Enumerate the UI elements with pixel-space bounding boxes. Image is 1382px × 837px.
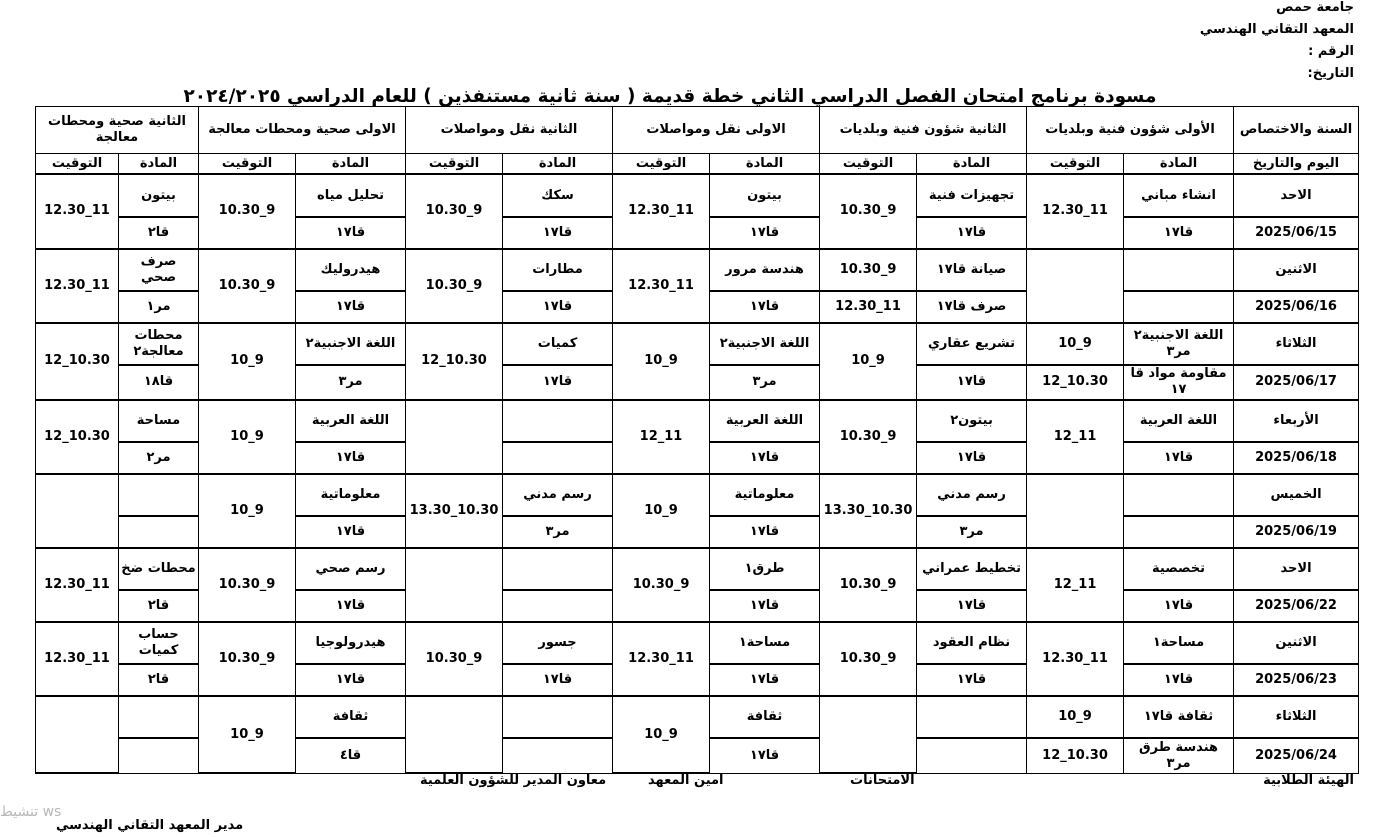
exam-subject: مساحة١: [1124, 622, 1234, 664]
exam-time: 11_12.30: [613, 249, 710, 323]
day-name: الاثنين: [1234, 622, 1359, 664]
exam-room: قا٢: [119, 590, 199, 622]
exam-time: 9_10.30: [820, 249, 917, 291]
exam-time: 9_10.30: [820, 548, 917, 622]
exam-room: [119, 738, 199, 773]
subject-header: المادة: [1124, 154, 1234, 175]
exam-time: 9_10.30: [406, 249, 503, 323]
day-date: 2025/06/24: [1234, 738, 1359, 773]
group-header: الثانية نقل ومواصلات: [406, 107, 613, 154]
exam-time: 11_12: [1027, 400, 1124, 474]
exam-room: قا١٧: [296, 664, 406, 696]
day-name: الثلاثاء: [1234, 696, 1359, 738]
exam-subject: تشريع عقاري: [917, 323, 1027, 365]
exam-time: [36, 696, 119, 773]
activation-watermark: تنشيط ws: [0, 804, 62, 820]
exam-room: قا١٧: [503, 664, 613, 696]
exam-subject: اللغة العربية: [1124, 400, 1234, 442]
exam-time: [36, 474, 119, 548]
exam-subject: مساحة١: [710, 622, 820, 664]
time-header: التوقيت: [36, 154, 119, 175]
exam-subject: اللغة العربية: [296, 400, 406, 442]
exam-room: قا١٧: [503, 217, 613, 249]
day-name: الخميس: [1234, 474, 1359, 516]
exam-room: قا١٧: [917, 664, 1027, 696]
day-name: الاحد: [1234, 174, 1359, 216]
exam-subject: سكك: [503, 174, 613, 216]
exam-room: قا١٧: [710, 217, 820, 249]
day-date: 2025/06/15: [1234, 217, 1359, 249]
exam-time: 9_10.30: [199, 548, 296, 622]
exam-room: [503, 442, 613, 474]
exam-time: 10.30_12: [406, 323, 503, 400]
exam-time: 9_10.30: [820, 174, 917, 248]
exam-room: قا٢: [119, 664, 199, 696]
exam-room: مر٣: [296, 365, 406, 400]
exam-room: مر١: [119, 291, 199, 323]
exam-time: 9_10: [820, 323, 917, 400]
exam-room: قا١٧: [710, 664, 820, 696]
exam-room: مر٢: [119, 442, 199, 474]
exam-time: 9_10.30: [820, 622, 917, 696]
exam-subject: تجهيزات فنية: [917, 174, 1027, 216]
exam-time: 10.30_13.30: [406, 474, 503, 548]
exam-room: صرف قا١٧: [917, 291, 1027, 323]
exam-time: [406, 696, 503, 773]
exam-subject: ثقافة: [710, 696, 820, 738]
exam-subject: اللغة الاجنبية٢ مر٣: [1124, 323, 1234, 365]
subject-header: المادة: [917, 154, 1027, 175]
exam-subject: نظام العقود: [917, 622, 1027, 664]
signature-student-body: الهيئة الطلابية: [1263, 773, 1354, 788]
exam-room: قا١٧: [296, 590, 406, 622]
subject-header: المادة: [296, 154, 406, 175]
exam-room: قا١٧: [917, 365, 1027, 400]
exam-room: قا١٧: [710, 442, 820, 474]
exam-subject: [1124, 474, 1234, 516]
group-header: الثانية صحية ومحطات معالجة: [36, 107, 199, 154]
exam-subject: رسم مدني: [917, 474, 1027, 516]
exam-time: 11_12.30: [1027, 622, 1124, 696]
exam-time: 11_12: [613, 400, 710, 474]
exam-time: [1027, 249, 1124, 323]
exam-time-second: 10.30_12: [1027, 365, 1124, 400]
exam-time: 9_10.30: [199, 249, 296, 323]
exam-subject: [119, 696, 199, 738]
signature-deputy: معاون المدير للشؤون العلمية: [420, 773, 607, 788]
day-date: 2025/06/23: [1234, 664, 1359, 696]
exam-time: 11_12.30: [36, 174, 119, 248]
exam-subject: صرف صحي: [119, 249, 199, 291]
signature-exams: الامتحانات: [850, 773, 915, 788]
exam-subject: حساب كميات: [119, 622, 199, 664]
exam-subject: [503, 400, 613, 442]
exam-time: 9_10: [199, 696, 296, 773]
exam-room: قا١٧: [296, 291, 406, 323]
exam-time-second: 11_12.30: [820, 291, 917, 323]
exam-room: [917, 738, 1027, 773]
corner-day-date: اليوم والتاريخ: [1234, 154, 1359, 175]
exam-schedule-table: [35, 106, 1359, 774]
exam-subject: هندسة مرور: [710, 249, 820, 291]
exam-subject: هيدروليك: [296, 249, 406, 291]
exam-time: 9_10.30: [820, 400, 917, 474]
university-name: جامعة حمص: [1276, 0, 1354, 15]
exam-subject: [119, 474, 199, 516]
group-header: الاولى صحية ومحطات معالجة: [199, 107, 406, 154]
exam-room: [1124, 516, 1234, 548]
exam-room: قا١٧: [710, 738, 820, 773]
exam-time: 11_12.30: [613, 174, 710, 248]
exam-subject: رسم صحي: [296, 548, 406, 590]
exam-subject: تخصصية: [1124, 548, 1234, 590]
exam-subject: هيدرولوجيا: [296, 622, 406, 664]
exam-time: 9_10: [1027, 323, 1124, 365]
exam-room: قا١٧: [503, 365, 613, 400]
exam-room: قا١٧: [1124, 590, 1234, 622]
exam-subject: رسم مدني: [503, 474, 613, 516]
exam-time: 9_10: [613, 474, 710, 548]
day-date: 2025/06/19: [1234, 516, 1359, 548]
exam-room: قا١٧: [710, 291, 820, 323]
exam-room: [503, 590, 613, 622]
exam-subject: محطات ضخ: [119, 548, 199, 590]
number-label: الرقم :: [1308, 44, 1354, 59]
day-name: الاحد: [1234, 548, 1359, 590]
exam-subject: معلوماتية: [710, 474, 820, 516]
exam-subject: تحليل مياه: [296, 174, 406, 216]
exam-room: [119, 516, 199, 548]
exam-room: قا١٧: [296, 217, 406, 249]
exam-subject: مطارات: [503, 249, 613, 291]
signature-secretary: امين المعهد: [648, 773, 724, 788]
exam-room: مقاومة مواد قا ١٧: [1124, 365, 1234, 400]
day-date: 2025/06/22: [1234, 590, 1359, 622]
exam-subject: بيتون: [710, 174, 820, 216]
exam-subject: [503, 696, 613, 738]
exam-room: قا١٨: [119, 365, 199, 400]
exam-time: 9_10.30: [406, 174, 503, 248]
day-date: 2025/06/16: [1234, 291, 1359, 323]
exam-room: مر٣: [917, 516, 1027, 548]
exam-room: قا١٧: [296, 516, 406, 548]
exam-room: قا١٧: [296, 442, 406, 474]
exam-time: 9_10: [613, 323, 710, 400]
day-date: 2025/06/18: [1234, 442, 1359, 474]
exam-subject: [917, 696, 1027, 738]
exam-room: هندسة طرق مر٣: [1124, 738, 1234, 773]
exam-time: 11_12.30: [36, 548, 119, 622]
exam-time-second: 10.30_12: [1027, 738, 1124, 773]
exam-time: 9_10.30: [199, 622, 296, 696]
exam-subject: بيتون: [119, 174, 199, 216]
exam-room: مر٣: [710, 365, 820, 400]
exam-time: 11_12.30: [613, 622, 710, 696]
subject-header: المادة: [710, 154, 820, 175]
time-header: التوقيت: [1027, 154, 1124, 175]
exam-subject: اللغة الاجنبية٢: [296, 323, 406, 365]
exam-room: قا١٧: [917, 590, 1027, 622]
exam-time: [820, 696, 917, 773]
exam-time: 9_10: [199, 474, 296, 548]
group-header: الأولى شؤون فنية وبلديات: [1027, 107, 1234, 154]
exam-subject: ثقافة: [296, 696, 406, 738]
day-date: 2025/06/17: [1234, 365, 1359, 400]
time-header: التوقيت: [406, 154, 503, 175]
day-name: الثلاثاء: [1234, 323, 1359, 365]
exam-time: 10.30_12: [36, 323, 119, 400]
exam-time: 11_12: [1027, 548, 1124, 622]
exam-time: 10.30_13.30: [820, 474, 917, 548]
exam-subject: بيتون٢: [917, 400, 1027, 442]
exam-room: [1124, 291, 1234, 323]
exam-time: 9_10.30: [199, 174, 296, 248]
exam-subject: [1124, 249, 1234, 291]
exam-room: قا١٧: [917, 217, 1027, 249]
group-header: الثانية شؤون فنية وبلديات: [820, 107, 1027, 154]
exam-time: 10.30_12: [36, 400, 119, 474]
time-header: التوقيت: [820, 154, 917, 175]
date-label: التاريخ:: [1307, 66, 1354, 81]
exam-room: قا١٧: [710, 516, 820, 548]
exam-time: 9_10: [199, 323, 296, 400]
exam-subject: صيانة قا١٧: [917, 249, 1027, 291]
exam-room: قا١٧: [503, 291, 613, 323]
exam-time: [1027, 474, 1124, 548]
exam-subject: انشاء مباني: [1124, 174, 1234, 216]
exam-room: [503, 738, 613, 773]
time-header: التوقيت: [613, 154, 710, 175]
exam-time: 9_10.30: [613, 548, 710, 622]
exam-room: قا١٧: [917, 442, 1027, 474]
group-header: الاولى نقل ومواصلات: [613, 107, 820, 154]
exam-subject: اللغة العربية: [710, 400, 820, 442]
exam-time: 9_10: [613, 696, 710, 773]
exam-room: قا٤: [296, 738, 406, 773]
exam-room: قا١٧: [1124, 664, 1234, 696]
signature-director: مدير المعهد التقاني الهندسي: [56, 818, 244, 833]
exam-time: 11_12.30: [1027, 174, 1124, 248]
exam-time: 9_10: [199, 400, 296, 474]
exam-time: [406, 400, 503, 474]
document-title: مسودة برنامج امتحان الفصل الدراسي الثاني خطة قديمة ( سنة ثانية مستنفذين ) للعام الدراسي ٢٠٢٤/٢٠٢٥: [183, 86, 1157, 107]
exam-time: 9_10: [1027, 696, 1124, 738]
exam-subject: طرق١: [710, 548, 820, 590]
exam-subject: كميات: [503, 323, 613, 365]
subject-header: المادة: [119, 154, 199, 175]
exam-room: مر٣: [503, 516, 613, 548]
time-header: التوقيت: [199, 154, 296, 175]
exam-subject: تخطيط عمراني: [917, 548, 1027, 590]
exam-subject: معلوماتية: [296, 474, 406, 516]
institute-name: المعهد التقاني الهندسي: [1199, 22, 1354, 37]
exam-room: قا١٧: [710, 590, 820, 622]
exam-subject: اللغة الاجنبية٢: [710, 323, 820, 365]
exam-subject: محطات معالجة٢: [119, 323, 199, 365]
day-name: الأربعاء: [1234, 400, 1359, 442]
exam-time: 11_12.30: [36, 622, 119, 696]
exam-room: قا١٧: [1124, 442, 1234, 474]
exam-subject: [503, 548, 613, 590]
exam-time: [406, 548, 503, 622]
subject-header: المادة: [503, 154, 613, 175]
exam-subject: ثقافة قا١٧: [1124, 696, 1234, 738]
exam-room: قا٢: [119, 217, 199, 249]
corner-year-specialty: السنة والاختصاص: [1234, 107, 1359, 154]
exam-time: 11_12.30: [36, 249, 119, 323]
exam-time: 9_10.30: [406, 622, 503, 696]
day-name: الاثنين: [1234, 249, 1359, 291]
exam-room: قا١٧: [1124, 217, 1234, 249]
exam-subject: جسور: [503, 622, 613, 664]
exam-subject: مساحة: [119, 400, 199, 442]
